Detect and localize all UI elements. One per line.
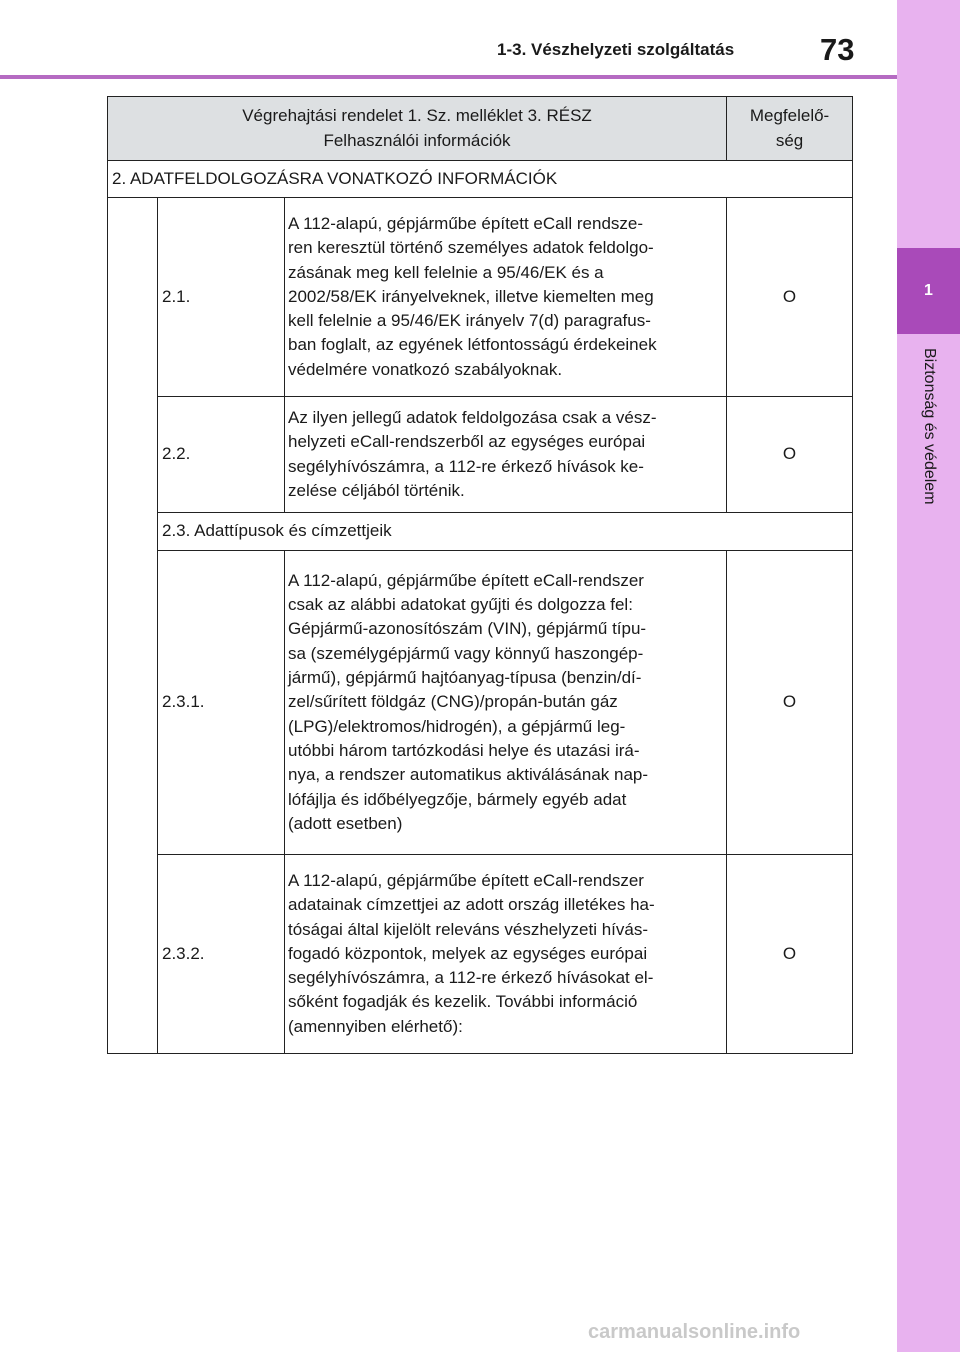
text-line: segélyhívószámra, a 112-re érkező hívások ke- (288, 456, 644, 476)
table-row (108, 855, 853, 1054)
chapter-number: 1 (924, 282, 933, 299)
chapter-label: Biztonság és védelem (921, 348, 938, 505)
text-line: kell felelnie a 95/46/EK irányelv 7(d) paragrafus- (288, 311, 651, 331)
table-row (108, 198, 853, 397)
text-line: (amennyiben elérhető): (288, 1016, 463, 1036)
chapter-side-tab (897, 0, 960, 1352)
text-line: helyzeti eCall-rendszerből az egységes európai (288, 432, 646, 452)
row-text (285, 198, 727, 397)
row-code: 2.3.2. (158, 855, 285, 1054)
text-line: ren keresztül történő személyes adatok feldolgo- (288, 238, 654, 258)
section-title: 1-3. Vészhelyzeti szolgáltatás (497, 40, 735, 59)
text-line: nya, a rendszer automatikus aktiválásának nap- (288, 765, 649, 785)
text-line: (LPG)/elektromos/hidrogén), a gépjármű leg- (288, 716, 626, 736)
text-line: Gépjármű-azonosítószám (VIN), gépjármű típu- (288, 619, 647, 639)
indent-cell (108, 198, 158, 1054)
text-line: 2002/58/EK irányelveknek, illetve kiemelten meg (288, 286, 654, 306)
text-line: adatainak címzettjei az adott ország illetékes ha- (288, 895, 655, 915)
text-line: zel/sűrített földgáz (CNG)/propán-bután gáz (288, 692, 618, 712)
text-line: tóságai által kijelölt releváns vészhelyzeti hívás- (288, 919, 649, 939)
text-line: ban foglalt, az egyének létfontosságú érdekeinek (288, 335, 657, 355)
row-text (285, 551, 727, 855)
table-row (108, 551, 853, 855)
text-line: csak az alábbi adatokat gyűjti és dolgozza fel: (288, 595, 633, 615)
chapter-number-badge (897, 248, 960, 334)
text-line: utóbbi három tartózkodási helye és utazási irá- (288, 740, 640, 760)
text-line: jármű), gépjármű hajtóanyag-típusa (benzin/dí- (288, 668, 642, 688)
compliance-line: Megfelelő- (749, 106, 830, 126)
row-code: 2.1. (158, 198, 285, 397)
table-row (108, 397, 853, 513)
section-title-cell: 2. ADATFELDOLGOZÁSRA VONATKOZÓ INFORMÁCIÓK (108, 161, 853, 198)
text-line: zásának meg kell felelnie a 95/46/EK és a (288, 262, 604, 282)
table-header-title (108, 97, 727, 161)
header-rule (0, 75, 897, 79)
table-header-row (108, 97, 853, 161)
text-line: fogadó központok, melyek az egységes európai (288, 943, 648, 963)
compliance-mark: O (727, 198, 853, 397)
compliance-mark: O (727, 397, 853, 513)
text-line: (adott esetben) (288, 813, 403, 833)
row-text (285, 855, 727, 1054)
compliance-line: ség (775, 130, 804, 150)
subsection-title-row (108, 513, 853, 551)
table-header-compliance (727, 97, 853, 161)
text-line: védelmére vonatkozó szabályoknak. (288, 359, 563, 379)
row-code: 2.3.1. (158, 551, 285, 855)
text-line: A 112-alapú, gépjárműbe épített eCall-rendszer (288, 870, 644, 890)
watermark-text: carmanualsonline.info (588, 1321, 801, 1343)
text-line: Az ilyen jellegű adatok feldolgozása csak a vész- (288, 407, 657, 427)
ecall-info-table (107, 96, 853, 1054)
row-code: 2.2. (158, 397, 285, 513)
text-line: A 112-alapú, gépjárműbe épített eCall rendsze- (288, 213, 644, 233)
text-line: sőként fogadják és kezelik. További információ (288, 992, 638, 1012)
text-line: A 112-alapú, gépjárműbe épített eCall-rendszer (288, 570, 644, 590)
table-header-line: Felhasználói információk (323, 130, 511, 150)
subsection-title-cell: 2.3. Adattípusok és címzettjeik (158, 513, 853, 551)
text-line: zelése céljából történik. (288, 480, 465, 500)
page-number: 73 (820, 32, 855, 67)
table-header-line: Végrehajtási rendelet 1. Sz. melléklet 3. RÉSZ (242, 106, 592, 126)
text-line: segélyhívószámra, a 112-re érkező hívásokat el- (288, 968, 654, 988)
text-line: lófájlja és időbélyegzője, bármely egyéb adat (288, 789, 627, 809)
section-title-row (108, 161, 853, 198)
compliance-mark: O (727, 855, 853, 1054)
text-line: sa (személygépjármű vagy könnyű haszongép- (288, 643, 644, 663)
row-text (285, 397, 727, 513)
compliance-mark: O (727, 551, 853, 855)
